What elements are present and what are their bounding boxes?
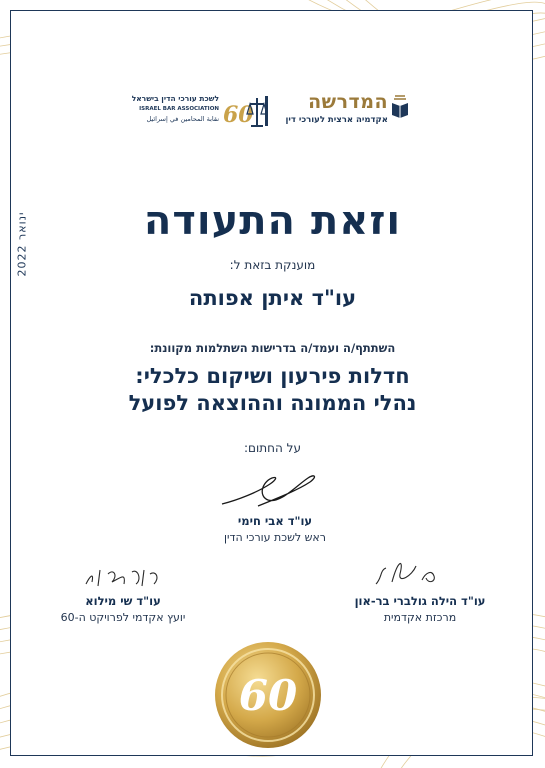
participation-statement: השתתף/ה ועמד/ה בדרישות השתלמות מקוונת: — [149, 341, 396, 355]
signatory-academic-coordinator — [340, 594, 500, 624]
signatory-role: מרכזת אקדמית — [383, 611, 457, 624]
bar-association-logo — [131, 92, 275, 134]
course-title — [0, 363, 545, 417]
signatory-name: עו"ד שי מילוא — [85, 594, 161, 608]
signature-hila-golbari — [368, 554, 448, 592]
anniversary-number: 60 — [223, 102, 254, 128]
signature-shai-milo — [80, 562, 170, 592]
signatory-name: עו"ד הילה גולברי בר-און — [354, 594, 486, 608]
issue-date: ינואר 2022 — [15, 211, 29, 277]
course-title-line-2: נהלי הממונה וההוצאה לפועל — [128, 391, 417, 415]
gold-60-seal — [213, 640, 323, 750]
certificate-title: וזאת התעודה — [143, 198, 402, 244]
bar-hebrew-name: לשכת עורכי הדין בישראל — [131, 94, 219, 103]
signed-by-label: על החתום: — [244, 441, 301, 455]
bar-arabic-name: نقابة المحامين في إسرائيل — [146, 115, 219, 123]
signatory-role: יועץ אקדמי לפרויקט ה-60 — [60, 611, 186, 624]
signatory-role: ראש לשכת עורכי הדין — [224, 531, 326, 544]
open-book-icon — [390, 93, 410, 121]
scales-of-justice-icon — [221, 92, 275, 134]
seal-number: 60 — [238, 671, 298, 720]
bar-english-name: ISRAEL BAR ASSOCIATION — [139, 106, 219, 112]
awarded-to-label: מוענקת בזאת ל: — [229, 258, 316, 272]
signatory-chairman — [200, 514, 350, 544]
midrasha-logo — [282, 91, 410, 135]
signatory-academic-advisor — [48, 594, 198, 624]
midrasha-subtitle: אקדמיה ארצית לעורכי דין — [285, 115, 388, 125]
course-title-line-1: חדלות פירעון ושיקום כלכלי: — [135, 364, 410, 388]
signature-avi-himi — [218, 470, 328, 512]
midrasha-title: המדרשה — [308, 91, 388, 113]
signatory-name: עו"ד אבי חימי — [237, 514, 313, 528]
recipient-name: עו"ד איתן אפותה — [188, 286, 357, 310]
